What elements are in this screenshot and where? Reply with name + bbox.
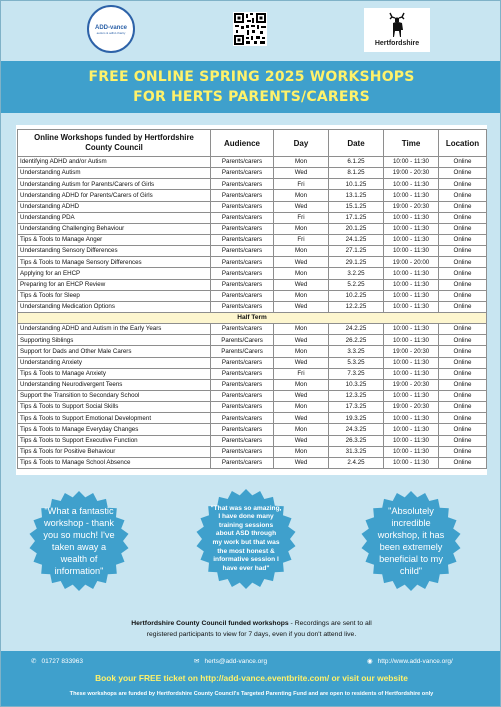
cell-time: 19:00 - 20:30	[384, 346, 439, 357]
cell-location: Online	[439, 179, 487, 190]
testimonial-line: I have done many	[218, 513, 274, 521]
table-row	[18, 324, 487, 335]
header-audience: Audience	[211, 130, 274, 157]
cell-location: Online	[439, 301, 487, 312]
cell-workshop: Tips & Tools for Positive Behaviour	[18, 446, 211, 457]
cell-time: 10:00 - 11:30	[384, 357, 439, 368]
cell-workshop: Tips & Tools to Support Executive Function	[18, 435, 211, 446]
cell-workshop: Applying for an EHCP	[18, 268, 211, 279]
table-row	[18, 201, 487, 212]
info-line-2: registered participants to view for 7 days, even if you don't attend live.	[146, 631, 357, 638]
testimonial-line: information"	[54, 566, 104, 576]
cell-date: 20.1.25	[329, 223, 384, 234]
cell-location: Online	[439, 424, 487, 435]
cell-workshop: Understanding ADHD	[18, 201, 211, 212]
cell-time: 10:00 - 11:30	[384, 223, 439, 234]
header-date: Date	[329, 130, 384, 157]
cell-location: Online	[439, 246, 487, 257]
addvance-logo-text: ADD-vance	[94, 25, 127, 31]
cell-time: 19:00 - 20:00	[384, 257, 439, 268]
cell-audience: Parents/carers	[211, 268, 274, 279]
cell-audience: Parents/carers	[211, 390, 274, 401]
cell-date: 13.1.25	[329, 190, 384, 201]
cell-date: 6.1.25	[329, 157, 384, 168]
table-row	[18, 457, 487, 468]
table-row	[18, 190, 487, 201]
table-row	[18, 279, 487, 290]
qr-code-icon	[233, 12, 267, 46]
workshops-table-panel	[16, 125, 487, 475]
cell-audience: Parents/carers	[211, 368, 274, 379]
cell-day: Wed	[274, 435, 329, 446]
cell-audience: Parents/carers	[211, 234, 274, 245]
testimonial-line: about ASD through	[215, 530, 277, 538]
cell-time: 10:00 - 11:30	[384, 190, 439, 201]
cell-workshop: Tips & Tools to Manage Everyday Changes	[18, 424, 211, 435]
cell-date: 3.3.25	[329, 346, 384, 357]
header-workshop: Online Workshops funded by Hertfordshire County Council	[18, 130, 211, 157]
website-link[interactable]: http://www.add-vance.org/	[377, 658, 453, 665]
cell-date: 10.3.25	[329, 379, 384, 390]
cell-workshop: Understanding Medication Options	[18, 301, 211, 312]
cell-day: Mon	[274, 246, 329, 257]
cell-location: Online	[439, 157, 487, 168]
cell-workshop: Tips & Tools to Manage School Absence	[18, 457, 211, 468]
globe-icon: ◉	[367, 658, 373, 665]
recordings-info	[1, 618, 501, 640]
cell-audience: Parents/carers	[211, 157, 274, 168]
cell-workshop: Understanding Anxiety	[18, 357, 211, 368]
info-bold: Hertfordshire County Council funded workshops	[131, 620, 289, 627]
cell-day: Wed	[274, 257, 329, 268]
cell-day: Mon	[274, 346, 329, 357]
table-row	[18, 246, 487, 257]
cell-audience: Parents/carers	[211, 413, 274, 424]
table-row	[18, 234, 487, 245]
cell-audience: Parents/carers	[211, 402, 274, 413]
cell-date: 7.3.25	[329, 368, 384, 379]
cell-location: Online	[439, 390, 487, 401]
cell-location: Online	[439, 346, 487, 357]
cell-audience: Parents/carers	[211, 446, 274, 457]
half-term-row	[18, 312, 487, 323]
half-term-label: Half Term	[18, 312, 487, 323]
cell-workshop: Understanding PDA	[18, 212, 211, 223]
cell-location: Online	[439, 357, 487, 368]
table-row	[18, 357, 487, 368]
cell-day: Wed	[274, 335, 329, 346]
cell-day: Mon	[274, 268, 329, 279]
cell-workshop: Tips & Tools for Sleep	[18, 290, 211, 301]
cell-location: Online	[439, 413, 487, 424]
phone-number[interactable]: 01727 833963	[41, 658, 84, 665]
table-row	[18, 413, 487, 424]
testimonial-line: child"	[399, 566, 423, 576]
cell-workshop: Supporting Siblings	[18, 335, 211, 346]
table-row	[18, 368, 487, 379]
cell-date: 24.2.25	[329, 324, 384, 335]
table-row	[18, 435, 487, 446]
table-row	[18, 390, 487, 401]
cell-audience: Parents/carers	[211, 290, 274, 301]
cell-day: Wed	[274, 390, 329, 401]
cell-location: Online	[439, 324, 487, 335]
cell-time: 10:00 - 11:30	[384, 301, 439, 312]
cell-time: 10:00 - 11:30	[384, 246, 439, 257]
cell-time: 10:00 - 11:30	[384, 368, 439, 379]
cell-audience: Parents/carers	[211, 179, 274, 190]
cell-date: 27.1.25	[329, 246, 384, 257]
cell-day: Mon	[274, 324, 329, 335]
cell-date: 15.1.25	[329, 201, 384, 212]
cell-time: 19:00 - 20:30	[384, 168, 439, 179]
cell-location: Online	[439, 168, 487, 179]
cell-day: Wed	[274, 201, 329, 212]
cell-time: 10:00 - 11:30	[384, 279, 439, 290]
website-contact	[367, 657, 453, 665]
cell-day: Mon	[274, 446, 329, 457]
cell-workshop: Tips & Tools to Support Social Skills	[18, 402, 211, 413]
cell-location: Online	[439, 212, 487, 223]
cell-audience: Parents/carers	[211, 223, 274, 234]
cell-day: Wed	[274, 301, 329, 312]
cell-workshop: Support the Transition to Secondary School	[18, 390, 211, 401]
table-row	[18, 257, 487, 268]
cell-time: 10:00 - 11:30	[384, 446, 439, 457]
booking-cta[interactable]: Book your FREE ticket on http://add-vance.eventbrite.com/ or visit our website	[95, 673, 408, 683]
header-location: Location	[439, 130, 487, 157]
cell-audience: Parents/carers	[211, 246, 274, 257]
cell-audience: Parents/carers	[211, 212, 274, 223]
cell-location: Online	[439, 446, 487, 457]
table-header-row	[18, 130, 487, 157]
table-row	[18, 179, 487, 190]
cell-workshop: Tips & Tools to Manage Anxiety	[18, 368, 211, 379]
cell-audience: Parents/carers	[211, 324, 274, 335]
cell-date: 17.3.25	[329, 402, 384, 413]
table-row	[18, 301, 487, 312]
header-day: Day	[274, 130, 329, 157]
cell-audience: Parents/carers	[211, 357, 274, 368]
table-row	[18, 157, 487, 168]
testimonial-badge	[29, 491, 129, 591]
cell-workshop: Understanding ADHD and Autism in the Early Years	[18, 324, 211, 335]
table-row	[18, 424, 487, 435]
cell-time: 10:00 - 11:30	[384, 157, 439, 168]
cell-time: 10:00 - 11:30	[384, 324, 439, 335]
testimonial-line: workshop, it has	[377, 530, 445, 540]
cell-location: Online	[439, 435, 487, 446]
hertfordshire-logo	[364, 8, 430, 52]
footer-band	[1, 651, 501, 707]
cell-day: Wed	[274, 457, 329, 468]
hertfordshire-logo-text: Hertfordshire	[374, 40, 420, 47]
cell-time: 10:00 - 11:30	[384, 212, 439, 223]
cell-time: 10:00 - 11:30	[384, 390, 439, 401]
cell-date: 2.4.25	[329, 457, 384, 468]
testimonial-line: "That was so amazing,	[210, 504, 282, 512]
table-row	[18, 446, 487, 457]
cell-day: Mon	[274, 290, 329, 301]
cell-location: Online	[439, 368, 487, 379]
cell-day: Mon	[274, 223, 329, 234]
cell-workshop: Understanding Challenging Behaviour	[18, 223, 211, 234]
cell-date: 12.3.25	[329, 390, 384, 401]
cell-day: Wed	[274, 357, 329, 368]
cell-audience: Parents/Carers	[211, 335, 274, 346]
cell-time: 10:00 - 11:30	[384, 335, 439, 346]
table-row	[18, 212, 487, 223]
cell-time: 19:00 - 20:30	[384, 379, 439, 390]
cell-location: Online	[439, 190, 487, 201]
cell-audience: Parents/carers	[211, 457, 274, 468]
cell-location: Online	[439, 257, 487, 268]
cell-time: 10:00 - 11:30	[384, 435, 439, 446]
cell-day: Wed	[274, 168, 329, 179]
cell-audience: Parents/carers	[211, 301, 274, 312]
cell-date: 5.2.25	[329, 279, 384, 290]
cell-location: Online	[439, 457, 487, 468]
testimonial-badge	[196, 489, 296, 589]
cell-workshop: Preparing for an EHCP Review	[18, 279, 211, 290]
cell-time: 19:00 - 20:30	[384, 201, 439, 212]
phone-contact	[31, 657, 83, 665]
cell-date: 3.2.25	[329, 268, 384, 279]
cell-date: 24.3.25	[329, 424, 384, 435]
testimonial-line: been extremely	[379, 542, 443, 552]
cell-workshop: Tips & Tools to Manage Anger	[18, 234, 211, 245]
cell-location: Online	[439, 290, 487, 301]
cell-location: Online	[439, 279, 487, 290]
cell-time: 10:00 - 11:30	[384, 234, 439, 245]
testimonial-line: the most honest &	[217, 547, 275, 555]
cell-date: 5.3.25	[329, 357, 384, 368]
cell-time: 10:00 - 11:30	[384, 290, 439, 301]
cell-date: 10.1.25	[329, 179, 384, 190]
cell-workshop: Understanding Neurodivergent Teens	[18, 379, 211, 390]
cell-workshop: Tips & Tools to Support Emotional Development	[18, 413, 211, 424]
funding-note: These workshops are funded by Hertfordshire County Council's Targeted Parenting Fund and are open to residents of Hertfordshire only	[69, 691, 434, 697]
cell-day: Mon	[274, 190, 329, 201]
cell-time: 10:00 - 11:30	[384, 424, 439, 435]
cell-audience: Parents/carers	[211, 190, 274, 201]
title-line-1: FREE ONLINE SPRING 2025 WORKSHOPS	[88, 69, 415, 85]
cell-date: 12.2.25	[329, 301, 384, 312]
table-row	[18, 290, 487, 301]
cell-date: 10.2.25	[329, 290, 384, 301]
cell-audience: Parents/carers	[211, 379, 274, 390]
email-contact	[194, 657, 267, 665]
cell-workshop: Understanding ADHD for Parents/Carers of Girls	[18, 190, 211, 201]
cell-date: 19.3.25	[329, 413, 384, 424]
email-link[interactable]: herts@add-vance.org	[204, 658, 268, 665]
hart-stag-icon	[384, 11, 410, 39]
cell-audience: Parents/carers	[211, 168, 274, 179]
cell-day: Mon	[274, 424, 329, 435]
cell-audience: Parents/carers	[211, 257, 274, 268]
cell-audience: Parents/carers	[211, 279, 274, 290]
addvance-logo	[87, 5, 135, 53]
table-row	[18, 168, 487, 179]
cell-date: 26.2.25	[329, 335, 384, 346]
testimonial-line: workshop - thank	[44, 518, 114, 528]
testimonial-line: my work but that was	[212, 539, 280, 546]
table-row	[18, 402, 487, 413]
cell-time: 10:00 - 11:30	[384, 179, 439, 190]
cell-audience: Parents/carers	[211, 435, 274, 446]
table-row	[18, 379, 487, 390]
cell-day: Fri	[274, 179, 329, 190]
cell-date: 8.1.25	[329, 168, 384, 179]
cell-location: Online	[439, 402, 487, 413]
cell-day: Fri	[274, 212, 329, 223]
cell-day: Wed	[274, 279, 329, 290]
testimonial-line: have ever had"	[222, 564, 270, 572]
cell-date: 17.1.25	[329, 212, 384, 223]
table-row	[18, 335, 487, 346]
testimonial-line: informative session I	[213, 556, 279, 564]
cell-location: Online	[439, 335, 487, 346]
cell-workshop: Support for Dads and Other Male Carers	[18, 346, 211, 357]
testimonial-line: "Absolutely	[388, 506, 434, 516]
table-row	[18, 223, 487, 234]
cell-time: 10:00 - 11:30	[384, 413, 439, 424]
table-row	[18, 268, 487, 279]
cell-workshop: Understanding Sensory Differences	[18, 246, 211, 257]
cell-location: Online	[439, 268, 487, 279]
testimonial-line: beneficial to my	[379, 554, 443, 564]
cell-day: Wed	[274, 413, 329, 424]
testimonial-line: you so much! I've	[43, 530, 115, 540]
header-time: Time	[384, 130, 439, 157]
cell-date: 31.3.25	[329, 446, 384, 457]
cell-workshop: Understanding Autism	[18, 168, 211, 179]
cell-time: 10:00 - 11:30	[384, 268, 439, 279]
cell-workshop: Understanding Autism for Parents/Carers of Girls	[18, 179, 211, 190]
cell-day: Mon	[274, 402, 329, 413]
title-line-2: FOR HERTS PARENTS/CARERS	[133, 89, 370, 105]
testimonial-line: "What a fantastic	[44, 506, 114, 516]
workshops-table	[17, 129, 487, 469]
cell-time: 19:00 - 20:30	[384, 402, 439, 413]
email-icon: ✉	[194, 658, 200, 665]
addvance-logo-sub: autism & adhd charity	[96, 31, 126, 35]
testimonial-line: taken away a	[51, 542, 107, 552]
cell-location: Online	[439, 201, 487, 212]
table-row	[18, 346, 487, 357]
cell-day: Fri	[274, 368, 329, 379]
cell-location: Online	[439, 234, 487, 245]
cell-location: Online	[439, 379, 487, 390]
cell-location: Online	[439, 223, 487, 234]
title-band	[1, 61, 501, 113]
table-body	[18, 157, 487, 469]
cell-day: Mon	[274, 157, 329, 168]
testimonial-badge	[361, 491, 461, 591]
cell-audience: Parents/carers	[211, 424, 274, 435]
testimonial-line: training sessions	[218, 521, 274, 529]
cell-workshop: Tips & Tools to Manage Sensory Differences	[18, 257, 211, 268]
cell-date: 29.1.25	[329, 257, 384, 268]
cell-audience: Parents/carers	[211, 201, 274, 212]
cell-day: Fri	[274, 234, 329, 245]
cell-date: 26.3.25	[329, 435, 384, 446]
phone-icon: ✆	[31, 658, 37, 665]
testimonial-line: incredible	[391, 518, 431, 528]
cell-time: 10:00 - 11:30	[384, 457, 439, 468]
cell-date: 24.1.25	[329, 234, 384, 245]
cell-day: Mon	[274, 379, 329, 390]
cell-audience: Parents/Carers	[211, 346, 274, 357]
testimonial-line: wealth of	[60, 554, 98, 564]
info-rest: - Recordings are sent to all	[288, 620, 372, 627]
cell-workshop: Identifying ADHD and/or Autism	[18, 157, 211, 168]
